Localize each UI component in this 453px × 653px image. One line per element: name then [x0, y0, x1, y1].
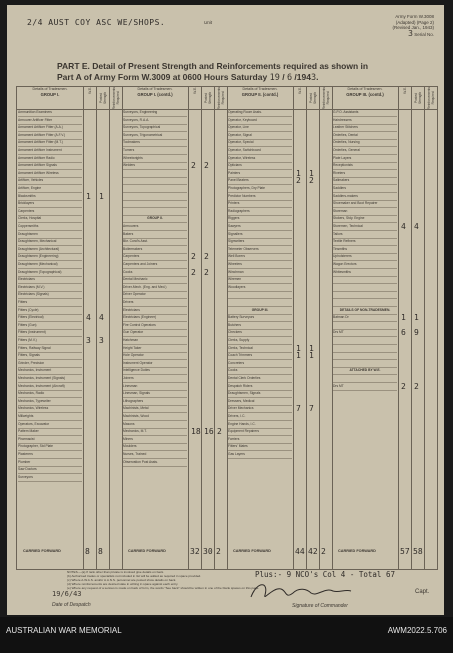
table-row-label: Linesman [123, 383, 187, 391]
table-row-label: Armament Artificer Wireless [18, 170, 82, 178]
table-row-label: Drivers [123, 299, 187, 307]
table-row-label: Ammunition Examiners [18, 109, 82, 117]
table-row-label: Dressers, Medical [228, 398, 292, 406]
table-row-label: Wheelwrights [123, 155, 187, 163]
table-row-label: Dental Mechanic [123, 276, 187, 284]
table-row-label: Fitters (Electrical) [18, 314, 82, 322]
entry-value: 1 [309, 351, 314, 361]
table-row-label: Textile Refiners [333, 238, 397, 246]
table-row-label: Turners [123, 147, 187, 155]
table-row-label: Bricklayers [18, 200, 82, 208]
rank-value: Capt. [415, 589, 430, 595]
table-row-label: Well Borers [228, 253, 292, 261]
table-row-label: Fitters [18, 299, 82, 307]
day-value: 19 [269, 73, 280, 83]
entry-value: 4 [401, 222, 406, 231]
table-row-label: Coppersmiths [18, 223, 82, 231]
table-row-label: Miners [123, 436, 187, 444]
table-row-label: Shoemaker and Boot Repairer [333, 200, 397, 208]
carried-value: 44 [295, 547, 305, 556]
table-row-label: Electricians [123, 307, 187, 315]
table-row-label: Batman Dr [333, 314, 397, 322]
carried-value: 8 [85, 547, 90, 556]
table-row-label: Sailmakers [333, 177, 397, 185]
table-row-label: Driver Operator [123, 291, 187, 299]
table-row-label: Despatch Riders [228, 383, 292, 391]
table-row-label: GROUP II. [123, 215, 187, 223]
table-row-label: Pharmacist [18, 436, 82, 444]
table-row-label: Armament Artificer Fitter (M.T.) [18, 139, 82, 147]
column-header: Details of Tradesmen. GROUP I. (contd.) [122, 87, 188, 110]
table-row-label: Grinder, Precision [18, 360, 82, 368]
table-row-label: Plumber [18, 459, 82, 467]
table-row-label: Linesman, Signals [123, 390, 187, 398]
year-value: 3 [310, 73, 317, 83]
sub-header: W.E. [83, 87, 96, 110]
table-row-label: Operator, Signal [228, 132, 292, 140]
table-row-label: Signallers [228, 231, 292, 239]
table-row-label: Orderlies, Dental [333, 132, 397, 140]
carried-forward-label: CARRIED FORWARD [23, 549, 61, 553]
sub-header: W.E. [398, 87, 411, 110]
table-row-label: Carpenters [123, 253, 187, 261]
despatch-date: 19/6/43 [52, 590, 82, 598]
table-row-label: Equipment Repairers [228, 428, 292, 436]
table-row-label: Bkr. Cond's Asst. [123, 238, 187, 246]
sub-header: W.E. [188, 87, 201, 110]
table-row-label: Operating Room Assts. [228, 109, 292, 117]
table-row-label: Moulders [123, 443, 187, 451]
table-row-label: Butchers [228, 322, 292, 330]
entry-value: 4 [99, 313, 104, 323]
table-row-label: Saddlers [333, 185, 397, 193]
table-row-label: Gas Layers [228, 451, 292, 459]
table-row-label: Electricians (M.V.) [18, 284, 82, 292]
table-row-label: Millwrights [18, 413, 82, 421]
table-row-label: Fitters (Instrument) [18, 329, 82, 337]
table-row-label: Drs MT [333, 383, 397, 391]
archive-name: AUSTRALIAN WAR MEMORIAL [6, 626, 122, 635]
entry-value: 1 [86, 191, 91, 201]
table-row-label: Plasterers [18, 451, 82, 459]
entry-value: 2 [191, 161, 196, 171]
carried-value: 42 [308, 547, 318, 556]
plus-annotation: Plus:- 9 NCO's Col 4 - Total 67 [255, 570, 395, 579]
serial-value: 3 [408, 28, 413, 38]
table-row-label: Upholsterers [333, 253, 397, 261]
column-divider [293, 87, 294, 569]
table-row-label: Draughtsmen (Mechanical) [18, 261, 82, 269]
sub-header: Reinforcements Required [319, 87, 332, 110]
form-title-line2: Part A of Army Form W.3009 at 0600 Hours Saturday 19 / 6 /1943. [57, 72, 319, 83]
entry-value: 2 [217, 427, 222, 437]
table-row-label: Wiremen [228, 276, 292, 284]
table-row-label: Printers [228, 200, 292, 208]
table-row-label: Opticians [228, 162, 292, 170]
column-divider [188, 87, 189, 569]
table-row-label: Wagon Erectors [333, 261, 397, 269]
table-row-label: Riveters [333, 170, 397, 178]
table-row-label: Fitters (Gun) [18, 322, 82, 330]
table-row-label: Mechanics, Instrument [18, 367, 82, 375]
carried-forward-label: CARRIED FORWARD [128, 549, 166, 553]
unit-label: Unit [204, 20, 213, 25]
table-row-label: Panel Beaters [228, 177, 292, 185]
form-reference [392, 14, 434, 37]
table-row-label: Draughtsmen (Topographical) [18, 269, 82, 277]
table-row-label: Coach Trimmers [228, 352, 292, 360]
strength-table [16, 86, 438, 570]
table-row-label: Operator, Line [228, 124, 292, 132]
archive-id: AWM2022.5.706 [387, 626, 447, 635]
table-row-label: Saw Doctors [18, 466, 82, 474]
table-row-label: Clerks, Hospital [18, 215, 82, 223]
table-row-label: Armourers [123, 223, 187, 231]
table-row-label: Draughtsmen [18, 231, 82, 239]
archive-footer [0, 617, 453, 653]
entry-value: 6 [401, 328, 406, 338]
table-row-label: Engine Hands, I.C. [228, 421, 292, 429]
column-divider [411, 87, 412, 569]
table-row-label: Cooks [228, 367, 292, 375]
table-row-label: Machinists, Wood [123, 413, 187, 421]
table-row-label: Tinsmiths [333, 246, 397, 254]
table-row-label: Armament Artificer Signals [18, 162, 82, 170]
table-row-label: Lithographers [123, 398, 187, 406]
table-row-label: Draughtsmen (Engineering) [18, 253, 82, 261]
table-row-label: Operator, Wireless [228, 155, 292, 163]
table-row-label: Operator, Special [228, 139, 292, 147]
form-sheet [7, 5, 444, 615]
column-divider [83, 87, 84, 569]
column-divider [96, 87, 97, 569]
table-row-label: Joiners [123, 375, 187, 383]
entry-value: 3 [86, 336, 91, 345]
table-row-label: Telemeter Observers [228, 246, 292, 254]
carried-value: 2 [216, 547, 221, 556]
table-row-label: Fitters (M.V.) [18, 337, 82, 345]
table-row-label: Driver-Mech. (Eng. and Med.) [123, 284, 187, 292]
table-row-label: Battery Surveyors [228, 314, 292, 322]
table-row-label: Receptionists [333, 162, 397, 170]
entry-value: 2 [296, 176, 301, 186]
entry-value: 3 [99, 336, 104, 345]
table-row-label: Checkers [228, 329, 292, 337]
form-ref-line: Army Form W.3008 [395, 14, 434, 19]
carried-forward-label: CARRIED FORWARD [233, 549, 271, 553]
table-row-label: Farriers [228, 436, 292, 444]
entry-value: 7 [309, 404, 314, 414]
table-row-label: Nurses, Trained [123, 451, 187, 459]
table-row-label: Mechanics, Typewriter [18, 398, 82, 406]
table-row-label: Clerks, Supply [228, 337, 292, 345]
table-row-label: Boilermakers [123, 246, 187, 254]
column-divider [306, 87, 307, 569]
table-row-label: Observation Post Assts. [123, 459, 187, 467]
table-row-label: Artificer, Vehicles [18, 177, 82, 185]
sub-header: Reinforcements Required [214, 87, 227, 110]
entry-value: 18 [191, 427, 201, 437]
table-row-label: Surveyors, Engineering [123, 109, 187, 117]
despatch-label: Date of Despatch [52, 602, 91, 608]
column-header: Details of Tradesmen. GROUP III. (contd.) [332, 87, 398, 110]
table-row-label: Woodlayers [228, 284, 292, 292]
table-row-label: Armament Artificer Radio [18, 155, 82, 163]
table-row-label: G.P.O. Assistants [333, 109, 397, 117]
table-row-label: Hatchman [123, 337, 187, 345]
entry-value: 2 [204, 161, 209, 171]
entry-value: 2 [204, 267, 209, 277]
commander-signature [247, 579, 357, 603]
form-ref-line: (Revised Jan., 1943) [392, 25, 434, 31]
sub-header: Reinforcements Required [424, 87, 437, 110]
table-row-label: Armourer Artificer Fitter [18, 117, 82, 125]
table-row-label: Mechanics, M.T. [123, 428, 187, 436]
column-divider [398, 87, 399, 569]
carried-value: 57 [400, 547, 410, 556]
table-row-label: Surveyors [18, 474, 82, 482]
entry-value: 4 [86, 313, 91, 323]
table-row-label: Carpenters [18, 208, 82, 216]
column-divider [201, 87, 202, 569]
table-row-label: ATTACHED BY W.E. [333, 367, 397, 375]
table-row-label: DETAILS OF NON-TRADESMEN. [333, 307, 397, 315]
table-row-label: Hole Operator [123, 352, 187, 360]
entry-value: 2 [309, 176, 314, 186]
table-row-label: Drs MT [333, 329, 397, 337]
table-row-label: Gun Operator [123, 329, 187, 337]
table-row-label: Hairdressers [333, 117, 397, 125]
table-row-label: Machinists, Metal [123, 405, 187, 413]
table-row-label: Signwriters [228, 238, 292, 246]
carried-value: 58 [413, 547, 423, 556]
table-row-label: Orderlies, General [333, 147, 397, 155]
entry-value: 1 [309, 168, 314, 178]
table-row-label: Photographers, Dry Plate [228, 185, 292, 193]
table-row-label: Electricians (Engineer) [123, 314, 187, 322]
sub-header: W.E. [293, 87, 306, 110]
table-row-label: Surveyors, R.A.A. [123, 117, 187, 125]
table-row-label: Draughtsmen, Mechanical [18, 238, 82, 246]
table-row-label: Mechanics, Radio [18, 390, 82, 398]
table-row-label: Armament Artificer Instrument [18, 147, 82, 155]
table-row-label: Fitters (Cycle) [18, 307, 82, 315]
form-title: PART E. Detail of Present Strength and Reinforcements required as shown in [57, 61, 369, 71]
table-row-label: Tailors [333, 231, 397, 239]
entry-value: 1 [99, 191, 104, 201]
table-row-label: Orderlies, Nursing [333, 139, 397, 147]
column-divider [319, 87, 320, 569]
carried-forward-label: CARRIED FORWARD [338, 549, 376, 553]
table-row-label: Stokers, Stdy. Engine [333, 215, 397, 223]
carried-value: 30 [203, 547, 213, 556]
table-row-label: Bakers [123, 231, 187, 239]
table-row-label: Predictor Numbers [228, 193, 292, 201]
notes-block: NOTES.—(a) If rank other than private is involved give details on back. (b) Authorised trades or specialists not included in list will be added as required in space provided. (c) Where A.W.A.S. and/or A.A.N.S. personnel are posted show details on back. (d) Where reinforcements are desired state in writing in space against each entry. (e) Where any request of a serious is made on back of form, the words "See back" should be written in one of the blank spaces on this page. [67, 570, 260, 590]
table-row-label: Welders [123, 162, 187, 170]
table-row-label: Plate Layers [333, 155, 397, 163]
table-row-label: Fitters, Signals [18, 352, 82, 360]
entry-value: 2 [204, 252, 209, 262]
column-divider [109, 87, 110, 569]
table-row-label: Draughtsmen, Signals [228, 390, 292, 398]
table-row-label: Armament Artificer Fitter (A.F.V.) [18, 132, 82, 140]
column-header: Details of Tradesmen. GROUP I. [17, 87, 83, 110]
table-row-label: Radiographers [228, 208, 292, 216]
column-divider [214, 87, 215, 569]
entry-value: 2 [191, 252, 196, 262]
table-row-label: Surveyors, Topographical [123, 124, 187, 132]
table-row-label: Pattern Maker [18, 428, 82, 436]
entry-value: 1 [296, 351, 301, 361]
sub-header: Posted Strength [96, 87, 109, 110]
entry-value: 1 [296, 343, 301, 353]
form-ref-line: (Adapted) (Page 2) [395, 19, 434, 25]
entry-value: 9 [414, 328, 419, 338]
table-row-label: Storeman [333, 208, 397, 216]
table-row-label: Instrument Operator [123, 360, 187, 368]
sub-header: Reinforcements Required [109, 87, 122, 110]
table-row-label: Surveyors, Trigonometrical [123, 132, 187, 140]
sub-header: Posted Strength [201, 87, 214, 110]
table-row-label: Masons [123, 421, 187, 429]
entry-value: 2 [191, 267, 196, 277]
sub-header: Posted Strength [411, 87, 424, 110]
table-row-label: GROUP III. [228, 307, 292, 315]
table-row-label: Storemen, Technical [333, 223, 397, 231]
entry-value: 1 [414, 313, 419, 323]
table-row-label: Operator, Keyboard [228, 117, 292, 125]
month-value: 6 [286, 73, 293, 83]
table-row-label: Fitters, Railway Signal [18, 345, 82, 353]
entry-value: 2 [401, 381, 406, 391]
table-row-label: Draughtsmen (Architectural) [18, 246, 82, 254]
table-row-label: Whitesmiths [333, 269, 397, 277]
entry-value: 1 [401, 313, 406, 323]
table-row-label: Intelligence Duties [123, 367, 187, 375]
table-row-label: Mechanics, Instrument (Signals) [18, 375, 82, 383]
entry-value: 2 [414, 381, 419, 391]
table-row-label: Drivers, I.C. [228, 413, 292, 421]
table-row-label: Clerks, Technical [228, 345, 292, 353]
column-header: Details of Tradesmen. GROUP II. (contd.) [227, 87, 293, 110]
table-row-label: Winchman [228, 269, 292, 277]
table-row-label: Armament Artificer Fitter (A.A.) [18, 124, 82, 132]
table-row-label: Electricians [18, 276, 82, 284]
table-row-label: Mechanics, Instrument (Aircraft) [18, 383, 82, 391]
entry-value: 7 [296, 404, 301, 414]
unit-value: 2/4 AUST COY ASC WE/SHOPS. [27, 18, 166, 27]
table-row-label: Painters [228, 170, 292, 178]
entry-value: 1 [296, 168, 301, 178]
table-row-label: Sawyers [228, 223, 292, 231]
table-row-label: Artificer, Engine [18, 185, 82, 193]
table-row-label: Fitters' Mates [228, 443, 292, 451]
table-row-label: Leather Stitchers [333, 124, 397, 132]
table-row-label: Toolmakers [123, 139, 187, 147]
table-row-label: Blacksmiths [18, 193, 82, 201]
column-divider [424, 87, 425, 569]
table-row-label: Saddlers-makers [333, 193, 397, 201]
entry-value: 4 [414, 222, 419, 231]
table-row-label: Photographer, Std Plate [18, 443, 82, 451]
entry-value: 1 [309, 343, 314, 353]
form-ref-line: 3 Serial No. [408, 28, 434, 38]
table-row-label: Driver Mechanics [228, 405, 292, 413]
table-row-label: Concreters [228, 360, 292, 368]
carried-value: 32 [190, 547, 200, 556]
table-row-label: Wheelers [228, 261, 292, 269]
signature-label: Signature of Commander [292, 603, 348, 609]
table-row-label: Cooks [123, 269, 187, 277]
entry-value: 16 [204, 427, 214, 437]
table-row-label: Operator, Switchboard [228, 147, 292, 155]
table-row-label: Electricians (Signals) [18, 291, 82, 299]
table-row-label: Riggers [228, 215, 292, 223]
table-row-label: Mechanics, Wireless [18, 405, 82, 413]
carried-value: 2 [321, 547, 326, 556]
carried-value: 8 [98, 547, 103, 556]
table-row-label: Operators, Excavator [18, 421, 82, 429]
table-row-label: Height Taker [123, 345, 187, 353]
table-row-label: Dental Clerk Orderlies [228, 375, 292, 383]
sub-header: Posted Strength [306, 87, 319, 110]
table-row-label: Carpenters and Joiners [123, 261, 187, 269]
table-row-label: Fire Control Operators [123, 322, 187, 330]
